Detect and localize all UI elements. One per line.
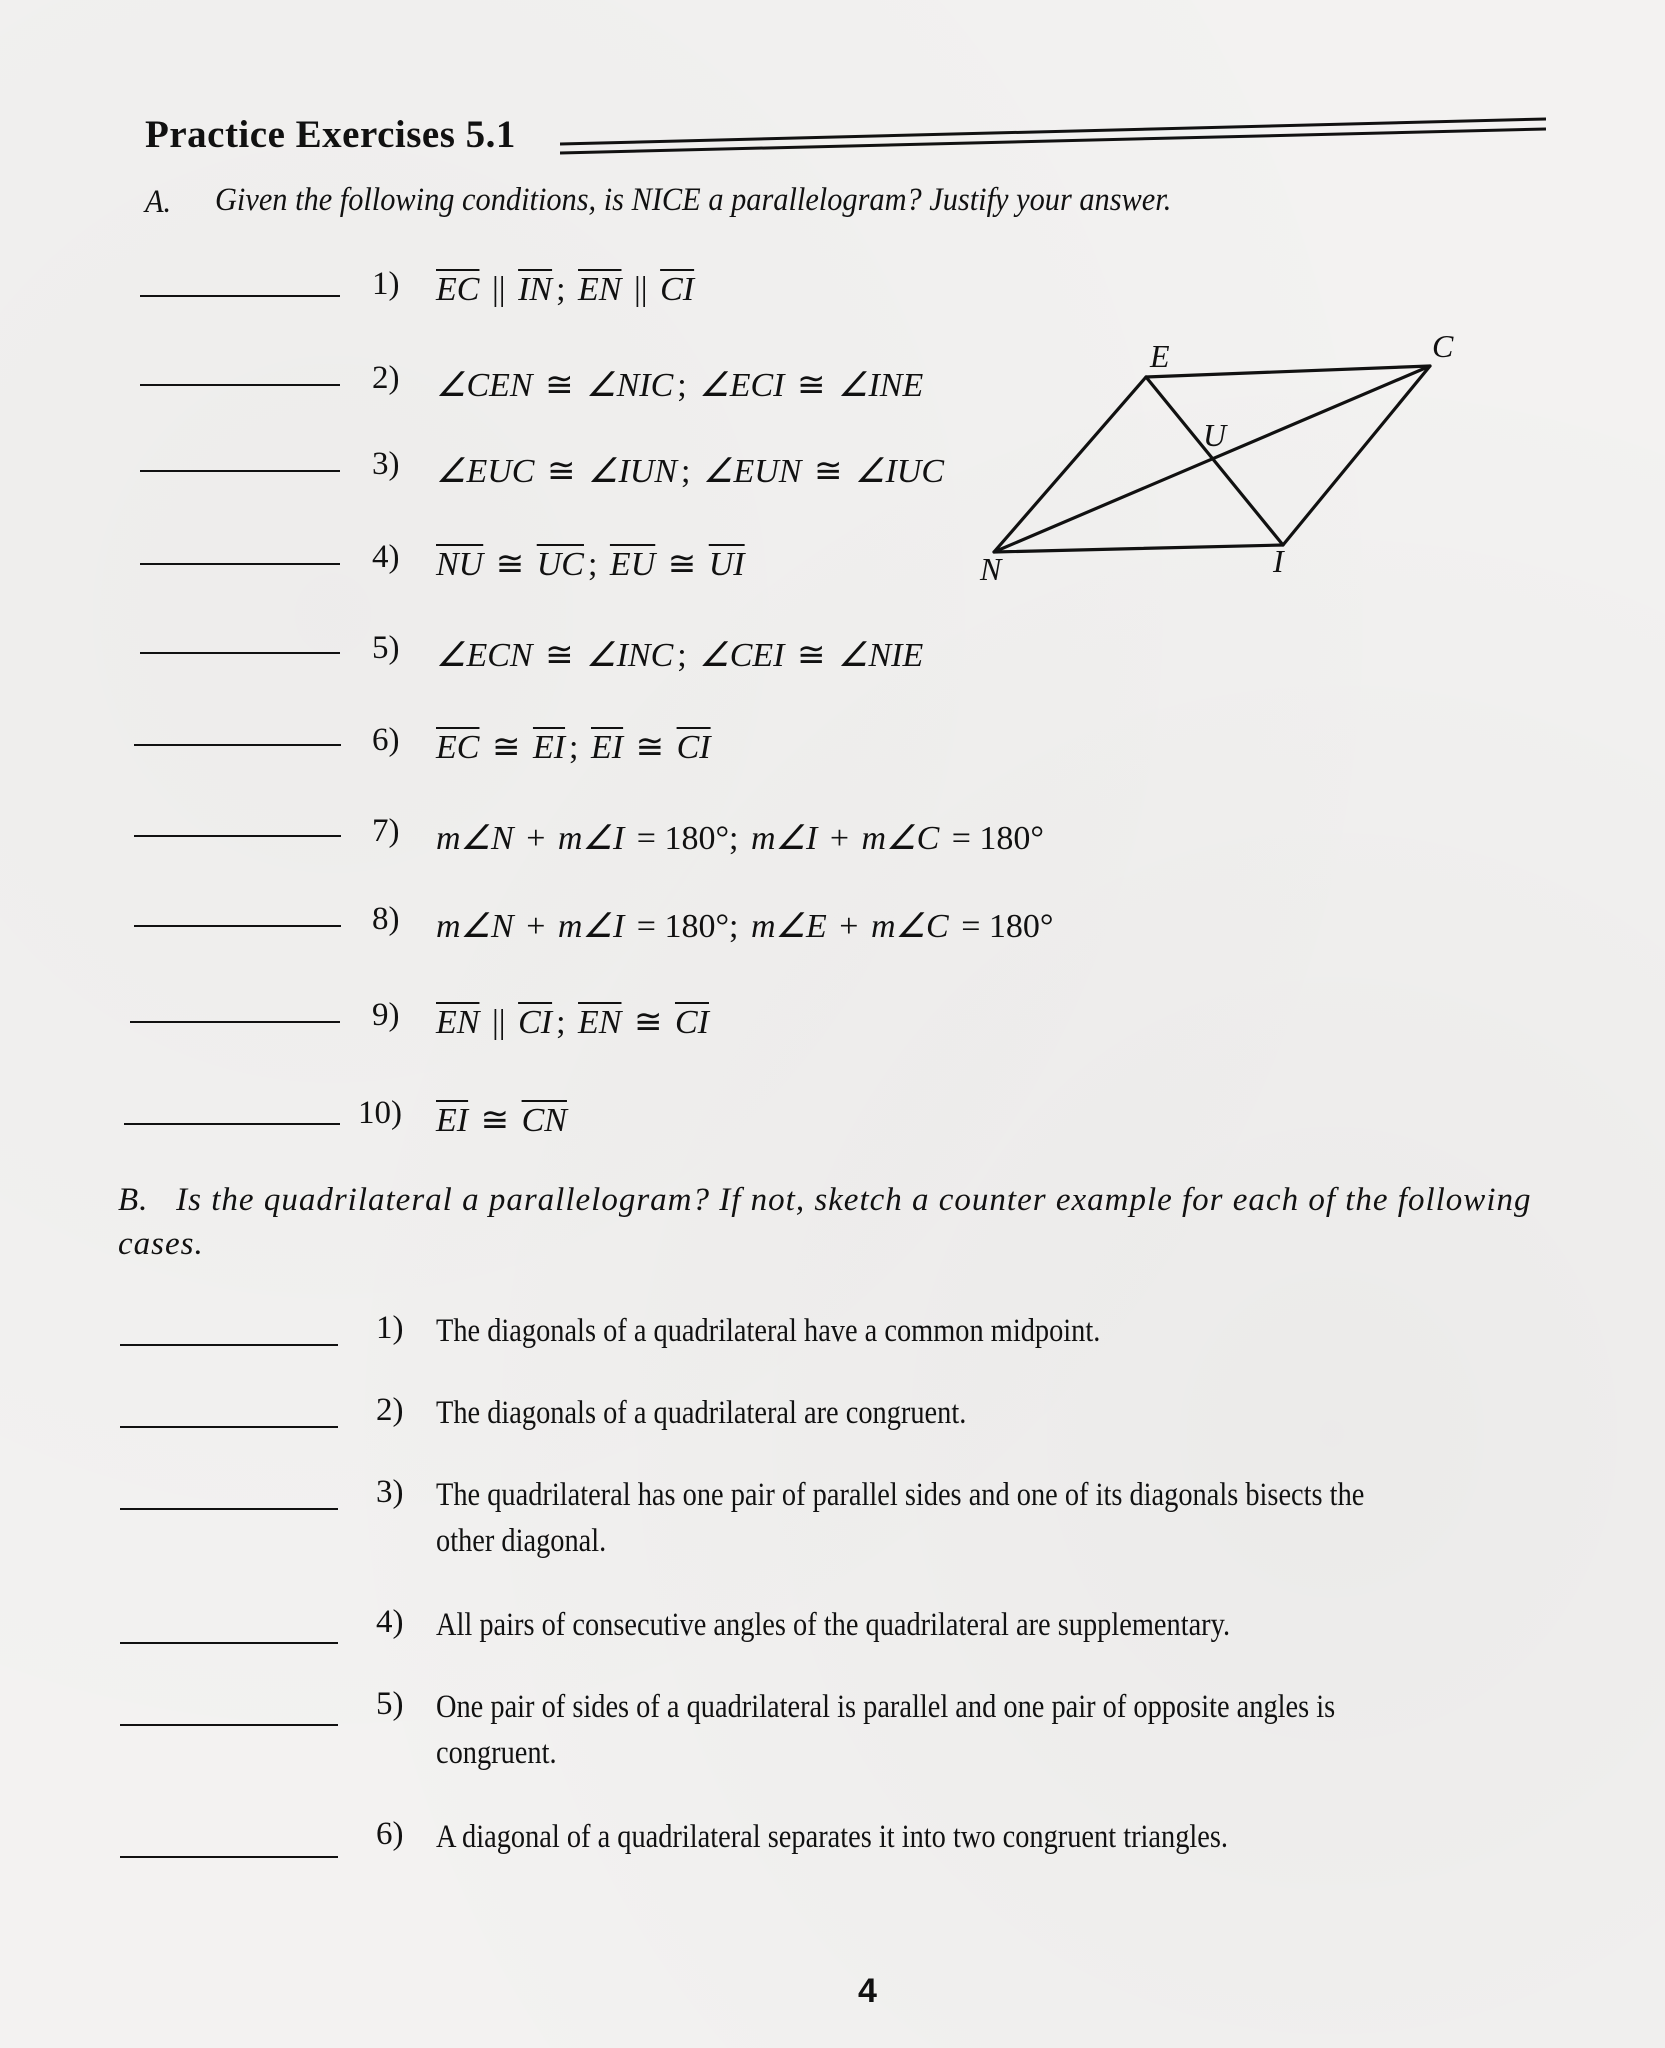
answer-blank[interactable]: [124, 1123, 340, 1125]
segment: $\overline{CN}$: [521, 1102, 567, 1139]
case-statement: The diagonals of a quadrilateral have a common midpoint.: [436, 1313, 1101, 1349]
angle-term: ∠ECN: [436, 637, 533, 674]
angle-term: ∠IUN: [587, 453, 678, 490]
operator: ||: [483, 1004, 515, 1041]
vertex-label-e: E: [1150, 338, 1170, 374]
answer-blank[interactable]: [140, 652, 340, 654]
angle-term: ∠NIE: [837, 637, 924, 674]
segment: $\overline{CI}$: [674, 1004, 709, 1041]
vertex-label-u: U: [1203, 417, 1227, 453]
segment: $\overline{EC}$: [436, 271, 480, 308]
answer-blank[interactable]: [130, 1021, 340, 1023]
answer-blank[interactable]: [134, 744, 341, 746]
segment: $\overline{IN}$: [518, 271, 553, 308]
case-statement: A diagonal of a quadrilateral separates it into two congruent triangles.: [436, 1819, 1229, 1855]
item-number: 4): [372, 539, 400, 575]
operator: ≅: [483, 729, 529, 766]
section-a-label: A.: [145, 184, 172, 220]
condition-expression: [436, 818, 1048, 858]
operator: +: [830, 908, 867, 945]
item-number: 6): [376, 1816, 404, 1852]
operator: = 180°: [943, 820, 1045, 857]
case-statement: congruent.: [436, 1735, 557, 1771]
angle-term: ∠INC: [586, 637, 674, 674]
operator: ≅: [487, 546, 533, 583]
operator: ;: [556, 271, 575, 308]
operator: +: [517, 820, 554, 857]
operator: +: [821, 820, 858, 857]
segment: $\overline{CI}$: [660, 271, 695, 308]
answer-blank[interactable]: [140, 470, 340, 472]
item-number: 1): [376, 1310, 404, 1346]
case-statement: The diagonals of a quadrilateral are congruent.: [436, 1395, 967, 1431]
item-number: 6): [372, 722, 400, 758]
vertex-label-c: C: [1432, 328, 1454, 364]
angle-term: ∠EUN: [702, 453, 802, 490]
vertex-label-n: N: [980, 551, 1002, 587]
segment: $\overline{NU}$: [436, 546, 484, 583]
item-number: 10): [358, 1095, 402, 1131]
operator: ≅: [536, 637, 583, 674]
answer-blank[interactable]: [120, 1642, 338, 1644]
segment: $\overline{EN}$: [578, 271, 622, 308]
answer-blank[interactable]: [120, 1508, 338, 1510]
diagonal-ei: [1146, 377, 1283, 545]
operator: ;: [677, 637, 696, 674]
angle-term: ∠EUC: [436, 453, 535, 490]
angle-term: ∠CEI: [699, 637, 785, 674]
case-statement: The quadrilateral has one pair of parallel sides and one of its diagonals bisects the: [436, 1477, 1365, 1513]
operator: ≅: [805, 453, 851, 490]
item-number: 3): [372, 446, 400, 482]
operator: +: [517, 908, 554, 945]
operator: ≅: [627, 729, 673, 766]
angle-term: ∠NIC: [586, 367, 674, 404]
condition-expression: [436, 906, 1057, 946]
segment: $\overline{UC}$: [536, 546, 584, 583]
angle-term: m∠I: [750, 820, 818, 857]
condition-expression: [436, 271, 694, 309]
angle-term: ∠ECI: [699, 367, 785, 404]
answer-blank[interactable]: [134, 925, 341, 927]
title-double-rule: [560, 97, 1546, 157]
answer-blank[interactable]: [134, 835, 341, 837]
item-number: 5): [372, 630, 400, 666]
operator: ;: [677, 367, 696, 404]
operator: = 180°: [952, 908, 1054, 945]
condition-expression: [436, 451, 944, 491]
answer-blank[interactable]: [140, 295, 340, 297]
condition-expression: [436, 727, 711, 767]
item-number: 5): [376, 1686, 404, 1722]
angle-term: m∠N: [436, 820, 514, 857]
segment: $\overline{EI}$: [591, 729, 624, 766]
operator: ≅: [788, 367, 834, 404]
answer-blank[interactable]: [120, 1724, 338, 1726]
segment: $\overline{CI}$: [676, 729, 711, 766]
item-number: 9): [372, 997, 400, 1033]
angle-term: ∠INE: [837, 367, 924, 404]
item-number: 1): [372, 266, 400, 302]
operator: ||: [625, 271, 657, 308]
case-statement: other diagonal.: [436, 1523, 607, 1559]
segment: $\overline{UI}$: [708, 546, 745, 583]
operator: ≅: [536, 367, 583, 404]
operator: ≅: [659, 546, 705, 583]
section-b-heading: [118, 1178, 1618, 1266]
angle-term: m∠I: [557, 820, 625, 857]
item-number: 3): [376, 1474, 404, 1510]
condition-expression: [436, 1100, 567, 1140]
section-b-label: B.: [118, 1182, 149, 1218]
segment: $\overline{EI}$: [532, 729, 566, 766]
segment: $\overline{EC}$: [436, 729, 480, 766]
angle-term: m∠C: [870, 908, 949, 945]
item-number: 7): [372, 813, 400, 849]
page-number: 4: [858, 1972, 877, 2010]
segment: $\overline{EI}$: [436, 1102, 469, 1139]
operator: ;: [587, 546, 606, 583]
angle-term: m∠I: [557, 908, 625, 945]
condition-expression: [436, 544, 745, 584]
item-number: 8): [372, 901, 400, 937]
vertex-label-i: I: [1273, 543, 1284, 579]
answer-blank[interactable]: [140, 563, 340, 565]
angle-term: m∠E: [750, 908, 827, 945]
operator: ≅: [788, 637, 834, 674]
section-b-instruction: Is the quadrilateral a parallelogram? If not, sketch a counter example for each of the following cases.: [118, 1182, 1532, 1262]
segment: $\overline{CI}$: [518, 1004, 553, 1041]
operator: = 180°;: [628, 820, 747, 857]
segment: $\overline{EN}$: [578, 1004, 622, 1041]
operator: ≅: [472, 1102, 518, 1139]
case-statement: All pairs of consecutive angles of the quadrilateral are supplementary.: [436, 1607, 1231, 1643]
operator: ;: [556, 1004, 575, 1041]
page-title: Practice Exercises 5.1: [145, 113, 516, 156]
segment: $\overline{EU}$: [609, 546, 656, 583]
case-statement: One pair of sides of a quadrilateral is parallel and one pair of opposite angles is: [436, 1689, 1336, 1725]
answer-blank[interactable]: [120, 1344, 338, 1346]
item-number: 4): [376, 1604, 404, 1640]
answer-blank[interactable]: [120, 1856, 338, 1858]
section-a-instruction: Given the following conditions, is NICE a parallelogram? Justify your answer.: [215, 182, 1172, 218]
operator: = 180°;: [628, 908, 747, 945]
operator: ;: [681, 453, 699, 490]
answer-blank[interactable]: [140, 384, 340, 386]
segment: $\overline{EN}$: [436, 1004, 480, 1041]
angle-term: ∠CEN: [436, 367, 533, 404]
operator: ≅: [538, 453, 584, 490]
condition-expression: [436, 1002, 709, 1042]
answer-blank[interactable]: [120, 1426, 338, 1428]
angle-term: ∠IUC: [854, 453, 945, 490]
item-number: 2): [376, 1392, 404, 1428]
condition-expression: [436, 635, 923, 675]
parallelogram-nice-figure: [950, 300, 1550, 600]
operator: ≅: [625, 1004, 671, 1041]
condition-expression: [436, 365, 923, 405]
item-number: 2): [372, 360, 400, 396]
angle-term: m∠C: [861, 820, 940, 857]
operator: ||: [483, 271, 515, 308]
operator: ;: [569, 729, 587, 766]
angle-term: m∠N: [436, 908, 514, 945]
